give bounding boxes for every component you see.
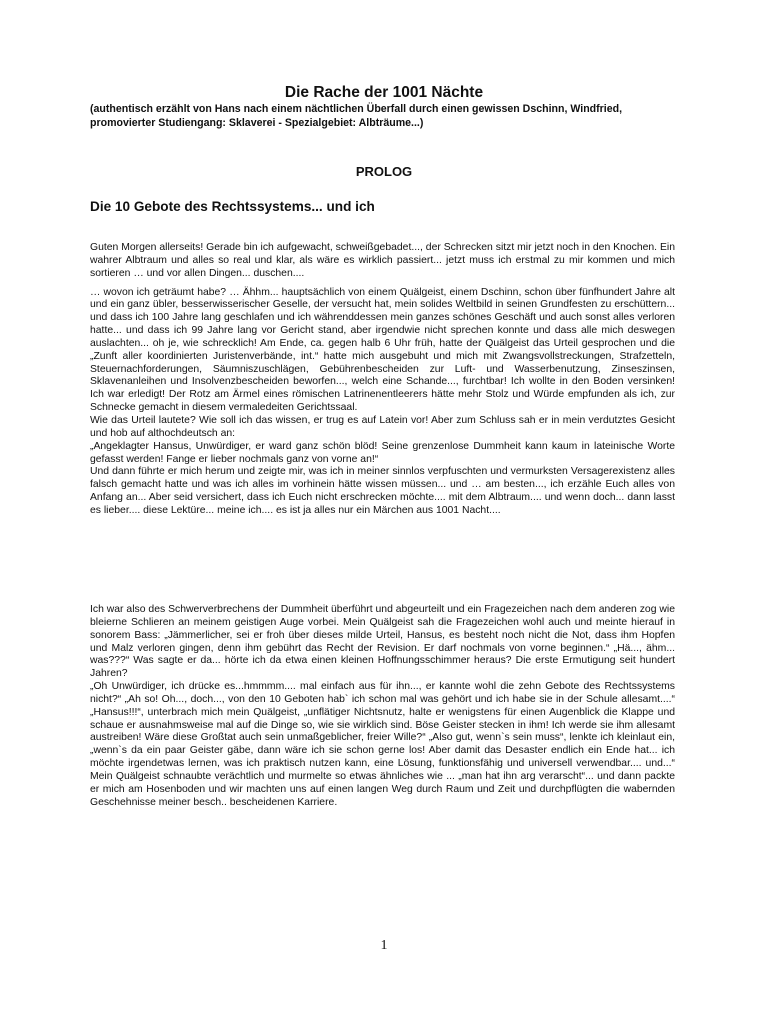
- paragraph: Und dann führte er mich herum und zeigte mir, was ich in meiner sinnlos verpfuschten und vermurksten Versagerexistenz alles falsch gemacht hatte und was ich alles im vorhinein hätte wissen müssen... und … am besten..., ich erzähle Euch alles von Anfang an... Aber seid versichert, dass ich Euch nicht erschrecken möchte.... mit dem Albtraum.... und wenn doch... dann lasst es lieber.... diese Lektüre... meine ich.... es ist ja alles nur ein Märchen aus 1001 Nacht....: [90, 466, 675, 516]
- document-title: Die Rache der 1001 Nächte: [284, 84, 484, 101]
- section-title: PROLOG: [355, 164, 413, 179]
- paragraph: … wovon ich geträumt habe? … Ähhm... hauptsächlich von einem Quälgeist, einem Dschinn, schon über fünfhundert Jahre alt und ein ganz übler, besserwisserischer Geselle, der versucht hat, mein solides Weltbild in seinen Grundfesten zu erschüttern... und dass ich 100 Jahre lang geschlafen und ich währenddessen mein ganzes schönes Geschäft und auch sonst alles verloren hatte... und dass ich 99 Jahre lang vor Gericht stand, aber irgendwie nicht sprechen konnte und dass alle mich deswegen auslachten... oh je, wie schrecklich! Am Ende, ca. gegen halb 6 Uhr früh, hatte der Quälgeist das Urteil gesprochen und die „Zunft aller koordinierten Juristenverbände, int.“ hatte mich ausgebuht und mich mit Zwangsvollstreckungen, Strafzetteln, Steuernachforderungen, Säumniszuschlägen, Gebührenbescheiden zur Luft- und Wasserbenutzung, Zinseszinsen, Sklavenanleihen und Insolvenzbescheiden beworfen..., welch eine Schande..., furchtbar! Ich wollte in den Boden versinken! Ich war erledigt! Der Rotz am Ärmel eines römischen Latrinenentleerers hätte mehr Stolz und Würde empfunden als ich, zur Schnecke gemacht in diesem vermaledeiten Gerichtssaal.: [90, 286, 675, 414]
- paragraph: „Angeklagter Hansus, Unwürdiger, er ward ganz schön blöd! Seine grenzenlose Dummheit kann kaum in lateinische Worte gefasst werden! Fange er lieber nochmals ganz von vorne an!“: [90, 440, 675, 465]
- body-text-bottom: [90, 604, 675, 810]
- page-number: 1: [380, 938, 388, 953]
- body-text-top: [90, 242, 675, 518]
- paragraph: Ich war also des Schwerverbrechens der Dummheit überführt und abgeurteilt und ein Fragezeichen nach dem anderen zog wie bleierne Schlieren an meinem geistigen Auge vorbei. Mein Quälgeist sah die Fragezeichen wohl auch und meinte hierauf in sonorem Bass: „Jämmerlicher, sei er froh über dieses milde Urteil, Hansus, es besteht noch nicht die Not, dass ihm Hopfen und Malz verloren gingen, denn ihm gebührt das Recht der Revision. Er darf nochmals von vorne beginnen.“ „Hä..., ähm... was???“ Was sagte er da... hörte ich da etwa einen kleinen Hoffnungsschimmer heraus? Die erste Ermutigung seit hundert Jahren?: [90, 604, 675, 680]
- document-subtitle: (authentisch erzählt von Hans nach einem nächtlichen Überfall durch einen gewissen Dschinn, Windfried, promovierter Studiengang: Sklaverei - Spezialgebiet: Albträume...): [90, 103, 623, 129]
- paragraph: Guten Morgen allerseits! Gerade bin ich aufgewacht, schweißgebadet..., der Schrecken sitzt mir jetzt noch in den Knochen. Ein wahrer Albtraum und alles so real und klar, als wäre es wirklich passiert... jetzt muss ich erstmal zu mir kommen und mich sortieren … und vor allen Dingen... duschen....: [90, 242, 675, 279]
- paragraph: Wie das Urteil lautete? Wie soll ich das wissen, er trug es auf Latein vor! Aber zum Schluss sah er in mein verdutztes Gesicht und hob auf althochdeutsch an:: [90, 414, 675, 439]
- chapter-heading: Die 10 Gebote des Rechtssystems... und ich: [90, 199, 375, 214]
- paragraph: „Oh Unwürdiger, ich drücke es...hmmmm.... mal einfach aus für ihn..., er kannte wohl die zehn Gebote des Rechtssystems nicht?“ „Ah so! Oh..., doch..., von den 10 Geboten hab` ich schon mal was gehört und ich habe sie in der Schule allesamt....“ „Hansus!!!“, unterbrach mich mein Quälgeist, „unflätiger Nichtsnutz, halte er wenigstens für einen Augenblick die Klappe und schaue er ausnahmsweise mal auf die Dinge so, wie sie wirklich sind. Böse Geister stecken in ihm! Ich werde sie ihm allesamt austreiben! Wäre diese Großtat auch sein unmaßgeblicher, freier Wille?“ „Also gut, wenn`s sein muss“, lenkte ich kleinlaut ein, „wenn`s da ein paar Geister gäbe, dann wäre ich sie schon gerne los! Aber damit das Desaster endlich ein Ende hat... ich möchte irgendetwas lernen, was ich praktisch nutzen kann, eine Lösung, funktionsfähig und universell verwendbar.... und...“ Mein Quälgeist schnaubte verächtlich und murmelte so etwas ähnliches wie ... „man hat ihn arg verarscht“... und dann packte er mich am Hosenboden und wir machten uns auf einen langen Weg durch Raum und Zeit und durchpflügten die wabernden Geschehnisse meiner besch.. bescheidenen Karriere.: [90, 681, 675, 808]
